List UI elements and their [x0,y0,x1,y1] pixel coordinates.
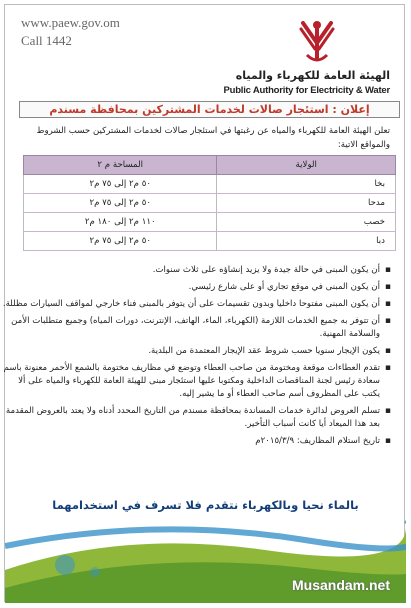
table-row [24,213,396,232]
list-item: ▪ تاريخ استلام المظاريف: ٢٠١٥/٣/٩م [0,435,380,448]
website-url[interactable]: www.paew.gov.om [21,15,120,30]
headline-bar [19,101,400,118]
area-cell: ٥٠ م٢ إلى ٧٥ م٢ [24,194,217,213]
regions-table [23,155,396,251]
list-item: ▪ أن يكون المبنى في موقع تجاري أو على شارع رئيسي. [0,281,380,294]
region-cell: مدحا [217,194,396,213]
column-header-area: المساحة م ٢ [24,156,217,175]
list-item: ▪ تسلم العروض لدائرة خدمات المساندة بمحافظة مسندم من التاريخ المحدد أدناه ولا يعتد بالعروض المقدمة بعد هذا الميعاد أيا كانت أسباب التأخير. [0,405,380,431]
table-row [24,194,396,213]
ad-frame [4,4,405,602]
region-cell: دبا [217,232,396,251]
oman-emblem-logo-icon [289,15,345,67]
list-item: ▪ يكون الإيجار سنويا حسب شروط عقد الإيجار المعتمدة من البلدية. [0,345,380,358]
area-cell: ١١٠ م٢ إلى ١٨٠ م٢ [24,213,217,232]
list-item: ▪ أن يكون المبنى مفتوحا داخليا وبدون تقسيمات على أن يتوفر بالمبنى فناء خارجي لمواقف السيارات مظللة. [0,298,380,311]
column-header-region: الولاية [217,156,396,175]
intro-paragraph: تعلن الهيئة العامة للكهرباء والمياه عن رغبتها في استئجار صالات لخدمات المشتركين حسب الشروط والمواقع الاتية: [36,126,390,150]
call-number: Call 1442 [21,33,72,48]
area-cell: ٥٠ م٢ إلى ٧٥ م٢ [24,175,217,194]
region-cell: خصب [217,213,396,232]
region-cell: بخا [217,175,396,194]
headline: إعلان : استئجار صالات لخدمات المشتركين بمحافظة مسندم [49,103,370,116]
list-item: ▪ تقدم العطاءات موقعة ومختومة من صاحب العطاء وتوضع في مظاريف مختومة بالشمع الأحمر معنونة باسم سعادة رئيس لجنة المناقصات الداخلية ومكتوبا عليها استئجار مبنى للهيئة العامة للكهرباء والمياه على ألا يكتب على المظروف أسم صاحب العطاء أو ما يشير إليه. [0,362,380,401]
watermark: Musandam.net [291,577,390,593]
organization-name-english: Public Authority for Electricity & Water [223,85,390,96]
table-row [24,175,396,194]
slogan: بالماء نحيا وبالكهرباء نتقدم فلا تسرف في استخدامهما [52,498,359,512]
list-item: ▪ أن تتوفر به جميع الخدمات اللازمة (الكهرباء، الماء، الهاتف، الإنترنت، دورات المياه) وجميع متطلبات الأمن والسلامة المهنية. [0,315,380,341]
table-row [24,232,396,251]
table-header-row [24,156,396,175]
terms-list [0,264,392,452]
area-cell: ٥٠ م٢ إلى ٧٥ م٢ [24,232,217,251]
organization-name-arabic: الهيئة العامة للكهرباء والمياه [235,69,390,82]
list-item: ▪ أن يكون المبنى في حالة جيدة ولا يزيد إنشاؤه على ثلاث سنوات. [0,264,380,277]
